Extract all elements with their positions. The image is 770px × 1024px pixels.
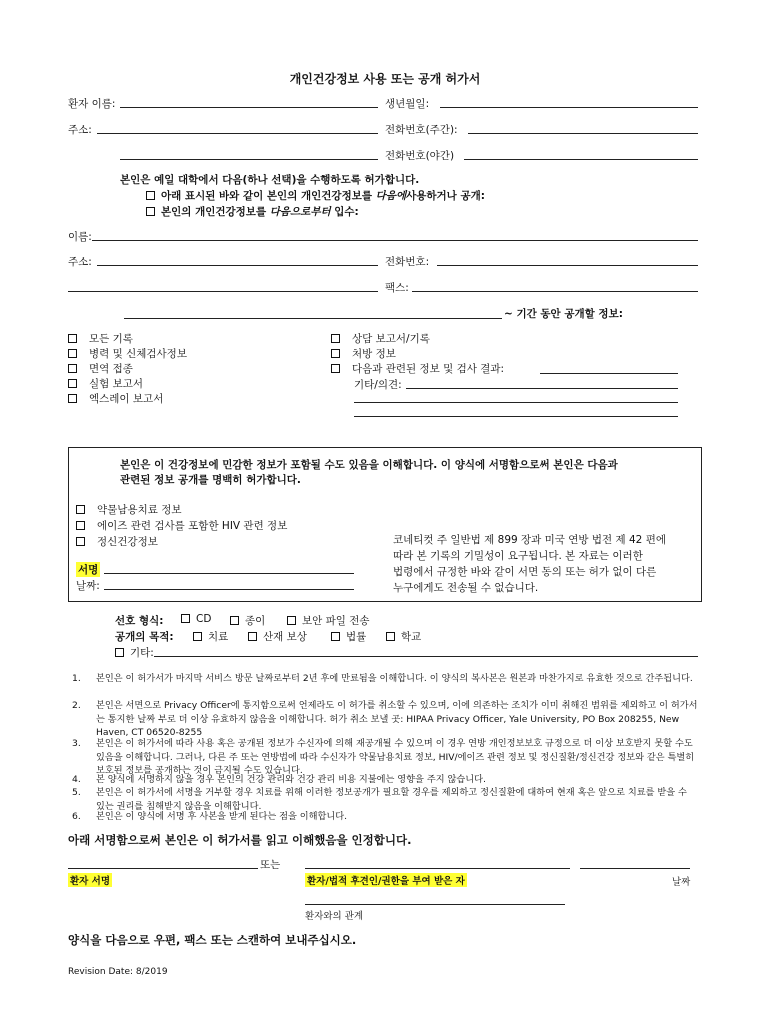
recipient-name-label: 이름: [68,231,92,243]
other-comments-line2[interactable] [354,402,678,403]
period-label: ~ 기간 동안 공개할 정보: [504,308,623,320]
note-item: 2. 본인은 서면으로 Privacy Officer에 통지함으로써 언제라도 이 허가를 취소할 수 있으며, 이에 의존하는 조치가 이미 취해진 범위를 제외하고 이 허가서는 통지한 날짜 부로 더 이상 유효하지 않음을 이해합니다. 허가 취소 보낼 곳: HIPAA Privacy Officer, Yale University, PO Box 208255, New Haven, CT 06520-8255 [72,700,698,738]
sensitive-sign-label: 서명 [78,564,99,576]
law-notice-line: 법령에서 규정한 바와 같이 서면 동의 또는 허가 없이 다른 [393,566,657,578]
info-item[interactable]: 다음과 관련된 정보 및 검사 결과: [331,361,504,376]
patient-name-label: 환자 이름: [68,98,116,110]
checkbox-icon[interactable] [115,648,124,657]
phone-day-field[interactable] [468,133,698,134]
checkbox-icon[interactable] [331,334,340,343]
checkbox-icon[interactable] [331,349,340,358]
checkbox-icon[interactable] [76,537,85,546]
sensitive-date-label: 날짜: [76,580,100,592]
other-comments-field[interactable] [406,388,678,389]
checkbox-icon[interactable] [331,632,340,641]
guardian-signature-field[interactable] [305,868,570,869]
note-item: 3. 본인은 이 허가서에 따라 사용 혹은 공개된 정보가 수신자에 의해 재공개될 수 있으며 이 경우 연방 개인정보보호 규정으로 더 이상 보호받지 못할 수도 있음을 이해합니다. 그러나, 다른 주 또는 연방법에 따라 수신자가 약물남용치료 정보, HIV/에이즈 관련 정보 및 정신질환/정신건강 정보와 같은 특별히 보호된 정보를 공개하는 것이 금지될 수도 있습니다. [72,738,695,776]
info-item[interactable]: 모든 기록 [68,331,133,346]
checkbox-icon[interactable] [248,632,257,641]
recipient-fax-field[interactable] [412,291,698,292]
info-item[interactable]: 엑스레이 보고서 [68,391,163,406]
checkbox-icon[interactable] [76,521,85,530]
option-disclose-pre: 아래 표시된 바와 같이 본인의 개인건강정보를 [161,190,376,202]
recipient-phone-field[interactable] [437,265,698,266]
recipient-address-line2-field[interactable] [68,291,378,292]
checkbox-icon[interactable] [68,334,77,343]
option-obtain-pre: 본인의 개인건강정보를 [161,206,270,218]
recipient-address-label: 주소: [68,256,92,268]
patient-address-line2-field[interactable] [120,159,378,160]
purpose-option-other[interactable]: 기타: [115,645,154,660]
checkbox-icon[interactable] [386,632,395,641]
patient-signature-label: 환자 서명 [68,873,112,887]
format-option-secure-transfer[interactable]: 보안 파일 전송 [287,613,370,628]
authorize-heading: 본인은 예일 대학에서 다음(하나 선택)을 수행하도록 허가합니다. [120,174,420,186]
note-item: 1. 본인은 이 허가서가 마지막 서비스 방문 날짜로부터 2년 후에 만료됨을 이해합니다. 이 양식의 복사본은 원본과 마찬가지로 유효한 것으로 간주됩니다. [72,673,693,684]
purpose-option-workers-comp[interactable]: 산재 보상 [248,629,307,644]
format-label: 선호 형식: [115,615,164,627]
checkbox-icon[interactable] [181,614,190,623]
law-notice-line: 코네티컷 주 일반법 제 899 장과 미국 연방 법전 제 42 편에 [393,534,666,546]
format-option-paper[interactable]: 종이 [230,613,265,628]
option-disclose-em: 다음에 [375,190,407,202]
revision-date: Revision Date: 8/2019 [68,967,168,977]
other-comments-line3[interactable] [354,416,678,417]
note-item: 4. 본 양식에 서명하지 않을 경우 본인의 건강 관리와 건강 관리 비용 지불에는 영향을 주지 않습니다. [72,774,486,785]
sensitive-heading-line1: 본인은 이 건강정보에 민감한 정보가 포함될 수도 있음을 이해합니다. 이 양식에 서명함으로써 본인은 다음과 [120,459,618,471]
period-field[interactable] [124,318,502,319]
phone-day-label: 전화번호(주간): [385,124,458,136]
sensitive-heading-line2: 관련된 정보 공개를 명백히 허가합니다. [120,474,301,486]
option-obtain-post: 입수: [330,206,359,218]
checkbox-icon[interactable] [76,505,85,514]
dob-field[interactable] [440,107,698,108]
checkbox-icon[interactable] [146,207,155,216]
related-info-field[interactable] [540,373,678,374]
info-item[interactable]: 실험 보고서 [68,376,143,391]
other-comments-label: 기타/의견: [354,379,402,391]
patient-name-field[interactable] [120,107,378,108]
form-title: 개인건강정보 사용 또는 공개 허가서 [289,72,481,86]
law-notice-line: 누구에게도 전송될 수 없습니다. [393,582,539,594]
info-item[interactable]: 처방 정보 [331,346,396,361]
recipient-name-field[interactable] [92,240,698,241]
checkbox-icon[interactable] [68,349,77,358]
return-instructions: 양식을 다음으로 우편, 팩스 또는 스캔하여 보내주십시오. [68,933,357,947]
purpose-option-school[interactable]: 학교 [386,629,421,644]
patient-signature-field[interactable] [68,868,258,869]
format-option-cd[interactable]: CD [181,613,211,625]
checkbox-icon[interactable] [68,394,77,403]
authorize-option-disclose[interactable] [146,188,485,203]
recipient-address-field[interactable] [97,265,378,266]
info-item[interactable]: 상담 보고서/기록 [331,331,430,346]
info-item[interactable]: 면역 접종 [68,361,133,376]
checkbox-icon[interactable] [146,191,155,200]
sensitive-date-field[interactable] [104,589,354,590]
signature-date-field[interactable] [580,868,690,869]
sensitive-signature-field[interactable] [104,573,354,574]
recipient-phone-label: 전화번호: [385,256,430,268]
checkbox-icon[interactable] [287,616,296,625]
phone-night-label: 전화번호(야간) [385,150,455,162]
sensitive-item[interactable]: 약물남용치료 정보 [76,502,181,517]
option-obtain-em: 다음으로부터 [269,206,331,218]
checkbox-icon[interactable] [331,364,340,373]
guardian-signature-label: 환자/법적 후견인/권한을 부여 받은 자 [305,873,467,887]
checkbox-icon[interactable] [193,632,202,641]
checkbox-icon[interactable] [68,379,77,388]
date-label: 날짜 [672,877,691,888]
patient-address-field[interactable] [97,133,378,134]
recipient-fax-label: 팩스: [385,282,409,294]
note-item: 6. 본인은 이 양식에 서명 후 사본을 받게 된다는 점을 이해합니다. [72,811,348,822]
checkbox-icon[interactable] [230,616,239,625]
authorize-option-obtain[interactable] [146,204,359,219]
sensitive-item[interactable]: 에이즈 관련 검사를 포함한 HIV 관련 정보 [76,518,287,533]
info-item[interactable]: 병력 및 신체검사정보 [68,346,187,361]
option-disclose-post: 사용하거나 공개: [406,190,485,202]
purpose-option-legal[interactable]: 법률 [331,629,366,644]
note-item: 5. 본인은 이 허가서에 서명을 거부할 경우 치료를 위해 이러한 정보공개가 필요할 경우를 제외하고 정신질환에 대하여 현재 혹은 앞으로 치료를 받을 수 있는 권리를 침해받지 않음을 이해합니다. [72,787,687,812]
dob-label: 생년월일: [385,98,430,110]
acknowledgement: 아래 서명함으로써 본인은 이 허가서를 읽고 이해했음을 인정합니다. [68,833,412,847]
purpose-label: 공개의 목적: [115,631,174,643]
law-notice-line: 따라 본 기록의 기밀성이 요구됩니다. 본 자료는 이러한 [393,550,643,562]
purpose-other-field[interactable] [154,656,698,657]
relationship-label: 환자와의 관계 [305,911,364,922]
relationship-field[interactable] [305,904,565,905]
patient-address-label: 주소: [68,124,92,136]
phone-night-field[interactable] [464,159,698,160]
checkbox-icon[interactable] [68,364,77,373]
or-label: 또는 [260,859,281,871]
purpose-option-treatment[interactable]: 치료 [193,629,228,644]
sensitive-item[interactable]: 정신건강정보 [76,534,158,549]
